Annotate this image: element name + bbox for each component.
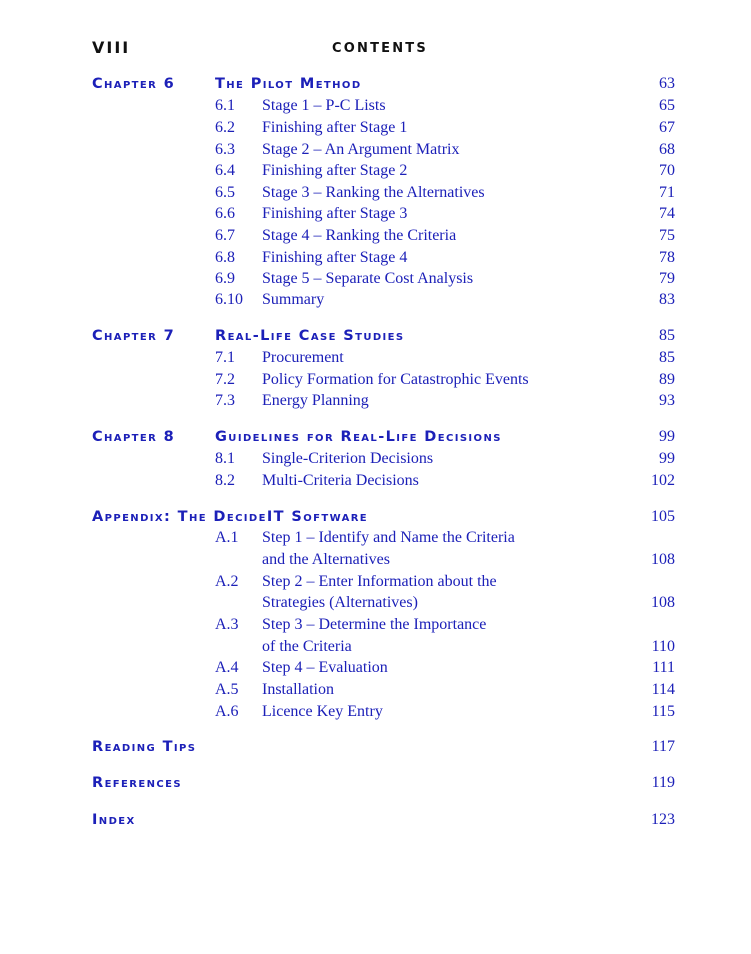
section-entry[interactable]: [215, 270, 675, 291]
chapter-title: Real-Life Case Studies: [215, 328, 405, 344]
section-title: Step 3 – Determine the Importance: [262, 616, 487, 633]
section-entry[interactable]: [215, 141, 675, 162]
section-title: Finishing after Stage 2: [262, 162, 408, 179]
section-page: 108: [651, 551, 675, 568]
back-matter-title: References: [92, 775, 182, 791]
section-page: 93: [659, 392, 675, 409]
chapter-entry[interactable]: [92, 76, 675, 96]
section-entry[interactable]: [215, 249, 675, 270]
section-title-continued: Strategies (Alternatives): [262, 594, 418, 611]
section-number: 8.1: [215, 450, 235, 467]
section-entry[interactable]: [215, 205, 675, 226]
section-number: 6.8: [215, 249, 235, 266]
section-number: 6.4: [215, 162, 235, 179]
section-entry[interactable]: [215, 659, 675, 680]
section-entry-continued[interactable]: [215, 638, 675, 659]
section-number: 6.2: [215, 119, 235, 136]
back-matter-entry[interactable]: [92, 739, 675, 759]
appendix-entry[interactable]: [92, 509, 675, 529]
section-title: Energy Planning: [262, 392, 369, 409]
page-number: VIII: [92, 38, 131, 57]
back-matter-entry[interactable]: [92, 812, 675, 832]
section-title: Finishing after Stage 1: [262, 119, 408, 136]
section-entry[interactable]: [215, 703, 675, 724]
section-title: Step 2 – Enter Information about the: [262, 573, 497, 590]
section-title-continued: of the Criteria: [262, 638, 352, 655]
section-number: A.3: [215, 616, 239, 633]
section-title: Summary: [262, 291, 325, 308]
section-page: 70: [659, 162, 675, 179]
section-page: 83: [659, 291, 675, 308]
section-page: 79: [659, 270, 675, 287]
back-matter-page: 117: [651, 738, 675, 755]
section-title: Policy Formation for Catastrophic Events: [262, 371, 529, 388]
section-entry[interactable]: [215, 573, 675, 594]
section-number: 8.2: [215, 472, 235, 489]
section-page: 65: [659, 97, 675, 114]
section-entry[interactable]: [215, 227, 675, 248]
appendix-title: Appendix: The DecideIT Software: [92, 509, 369, 525]
section-page: 78: [659, 249, 675, 266]
section-entry[interactable]: [215, 529, 675, 550]
section-title: Procurement: [262, 349, 344, 366]
section-number: A.4: [215, 659, 239, 676]
section-title: Multi-Criteria Decisions: [262, 472, 419, 489]
section-title: Step 4 – Evaluation: [262, 659, 388, 676]
chapter-title: Guidelines for Real-Life Decisions: [215, 429, 502, 445]
section-entry-continued[interactable]: [215, 594, 675, 615]
back-matter-entry[interactable]: [92, 775, 675, 795]
section-title: Stage 5 – Separate Cost Analysis: [262, 270, 474, 287]
section-number: A.5: [215, 681, 239, 698]
section-entry[interactable]: [215, 349, 675, 370]
section-number: 7.2: [215, 371, 235, 388]
section-title: Stage 2 – An Argument Matrix: [262, 141, 460, 158]
section-number: A.2: [215, 573, 239, 590]
section-entry[interactable]: [215, 184, 675, 205]
chapter-title: The Pilot Method: [215, 76, 362, 92]
chapter-page: 99: [659, 428, 675, 445]
section-page: 115: [651, 703, 675, 720]
section-number: 7.3: [215, 392, 235, 409]
section-number: 6.6: [215, 205, 235, 222]
section-number: A.1: [215, 529, 239, 546]
chapter-entry[interactable]: [92, 429, 675, 449]
appendix-page: 105: [651, 508, 675, 525]
section-page: 108: [651, 594, 675, 611]
section-entry[interactable]: [215, 392, 675, 413]
chapter-entry[interactable]: [92, 328, 675, 348]
section-title: Step 1 – Identify and Name the Criteria: [262, 529, 515, 546]
section-page: 89: [659, 371, 675, 388]
section-page: 102: [651, 472, 675, 489]
section-title: Finishing after Stage 4: [262, 249, 408, 266]
section-page: 85: [659, 349, 675, 366]
section-title: Stage 1 – P-C Lists: [262, 97, 386, 114]
section-entry[interactable]: [215, 616, 675, 637]
section-title: Stage 3 – Ranking the Alternatives: [262, 184, 485, 201]
section-number: 6.7: [215, 227, 235, 244]
section-title: Single-Criterion Decisions: [262, 450, 434, 467]
section-number: 6.1: [215, 97, 235, 114]
chapter-page: 63: [659, 75, 675, 92]
section-page: 68: [659, 141, 675, 158]
section-number: 6.3: [215, 141, 235, 158]
section-title: Finishing after Stage 3: [262, 205, 408, 222]
section-page: 74: [659, 205, 675, 222]
back-matter-page: 119: [651, 774, 675, 791]
section-entry[interactable]: [215, 472, 675, 493]
section-page: 99: [659, 450, 675, 467]
section-page: 110: [651, 638, 675, 655]
section-entry[interactable]: [215, 97, 675, 118]
section-page: 71: [659, 184, 675, 201]
section-page: 75: [659, 227, 675, 244]
section-entry[interactable]: [215, 371, 675, 392]
section-number: 6.5: [215, 184, 235, 201]
section-entry-continued[interactable]: [215, 551, 675, 572]
section-entry[interactable]: [215, 119, 675, 140]
section-entry[interactable]: [215, 681, 675, 702]
section-number: A.6: [215, 703, 239, 720]
section-entry[interactable]: [215, 450, 675, 471]
back-matter-title: Index: [92, 812, 136, 828]
chapter-label: Chapter 7: [92, 328, 176, 344]
chapter-page: 85: [659, 327, 675, 344]
section-page: 67: [659, 119, 675, 136]
section-number: 6.9: [215, 270, 235, 287]
section-entry[interactable]: [215, 291, 675, 312]
chapter-label: Chapter 6: [92, 76, 176, 92]
section-title-continued: and the Alternatives: [262, 551, 390, 568]
section-title: Stage 4 – Ranking the Criteria: [262, 227, 457, 244]
section-title: Installation: [262, 681, 334, 698]
chapter-label: Chapter 8: [92, 429, 176, 445]
back-matter-page: 123: [651, 811, 675, 828]
section-number: 6.10: [215, 291, 243, 308]
section-page: 111: [652, 659, 675, 676]
section-entry[interactable]: [215, 162, 675, 183]
section-page: 114: [651, 681, 675, 698]
back-matter-title: Reading Tips: [92, 739, 197, 755]
section-number: 7.1: [215, 349, 235, 366]
section-title: Licence Key Entry: [262, 703, 383, 720]
running-title: CONTENTS: [332, 41, 428, 56]
